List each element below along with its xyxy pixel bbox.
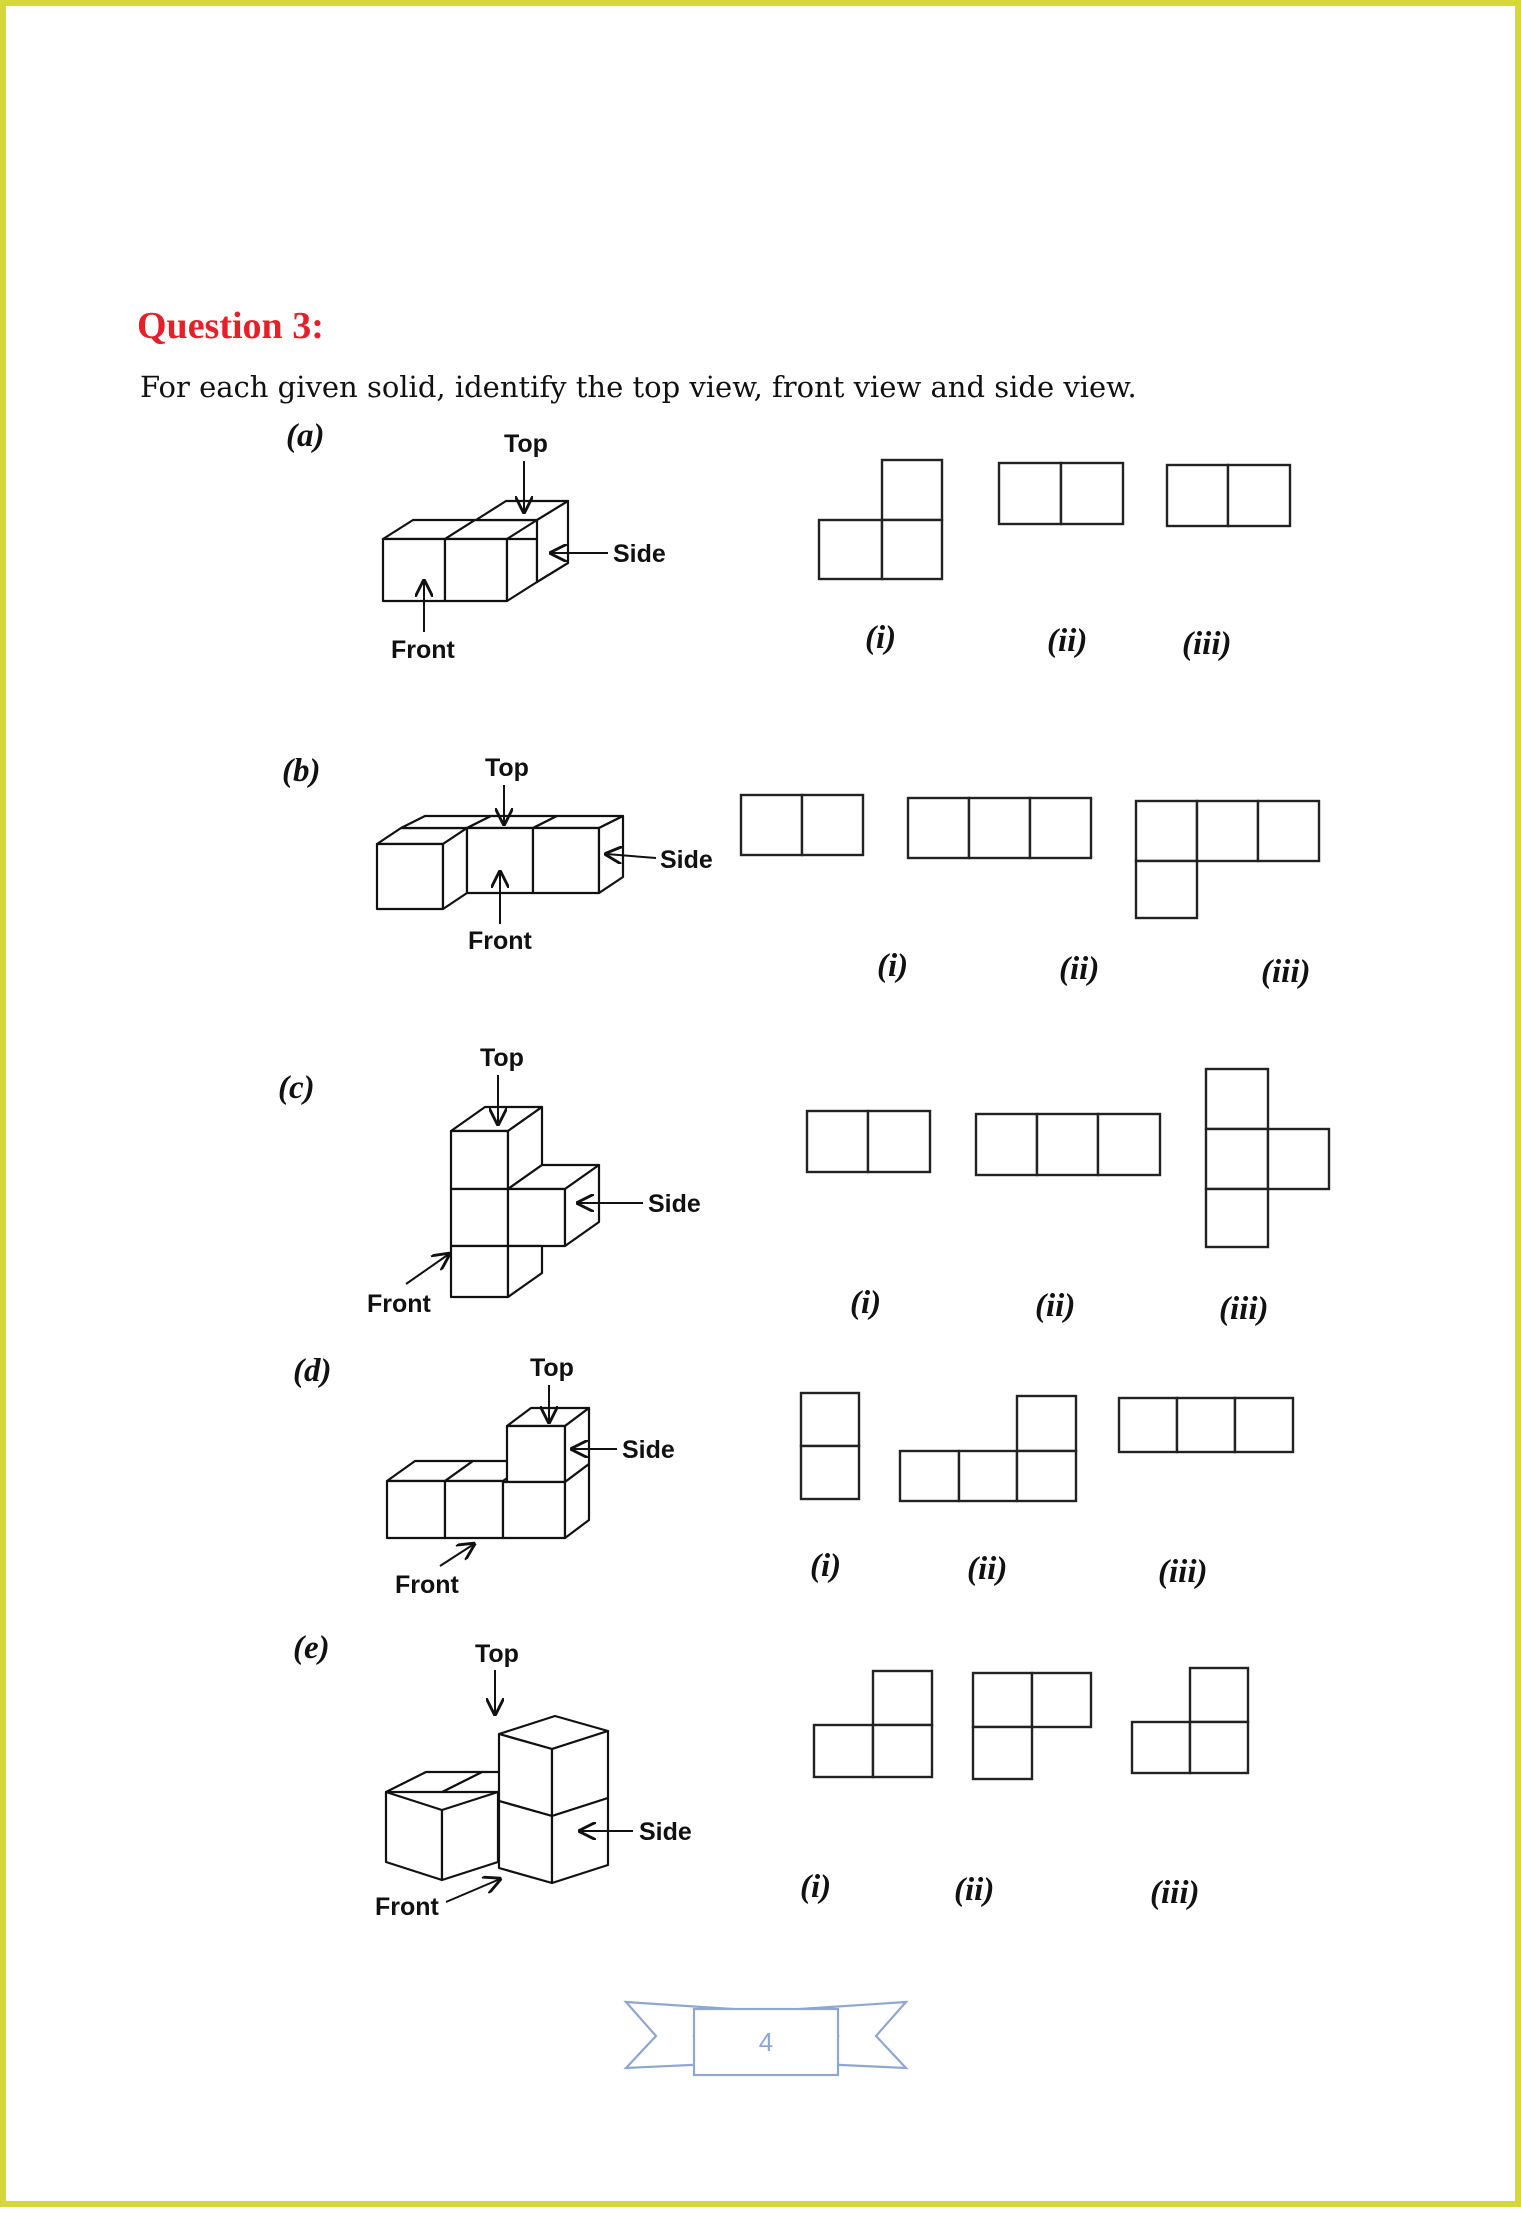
option-label-i: (i)	[810, 1548, 842, 1584]
option-label-i: (i)	[800, 1869, 832, 1905]
top-label: Top	[480, 1044, 524, 1072]
view-option-e-ii[interactable]	[973, 1673, 1091, 1779]
top-label: Top	[530, 1354, 574, 1382]
solid-e	[386, 1716, 608, 1883]
view-option-c-ii[interactable]	[976, 1114, 1160, 1175]
question-title: Question 3:	[137, 305, 324, 347]
part-a	[286, 418, 1290, 664]
front-label: Front	[375, 1893, 439, 1921]
view-option-a-ii[interactable]	[999, 463, 1123, 524]
option-label-ii: (ii)	[954, 1872, 995, 1908]
view-option-e-iii[interactable]	[1132, 1668, 1248, 1773]
top-label: Top	[485, 754, 529, 782]
part-d	[293, 1353, 1293, 1599]
front-label: Front	[395, 1571, 459, 1599]
front-arrow	[440, 1544, 474, 1566]
page-number-banner	[626, 2002, 906, 2075]
part-label: (b)	[282, 753, 321, 789]
top-label: Top	[475, 1640, 519, 1668]
figures	[6, 6, 1521, 2213]
option-label-iii: (iii)	[1158, 1554, 1208, 1590]
view-option-d-ii[interactable]	[900, 1396, 1076, 1501]
front-label: Front	[367, 1290, 431, 1318]
view-option-a-iii[interactable]	[1167, 465, 1290, 526]
solid-c	[451, 1107, 599, 1297]
front-label: Front	[468, 927, 532, 955]
option-label-ii: (ii)	[1035, 1288, 1076, 1324]
part-b	[282, 753, 1319, 990]
side-label: Side	[660, 846, 713, 874]
side-label: Side	[639, 1818, 692, 1846]
view-option-d-iii[interactable]	[1119, 1398, 1293, 1452]
option-label-iii: (iii)	[1182, 626, 1232, 662]
part-label: (e)	[293, 1630, 330, 1666]
option-label-ii: (ii)	[967, 1551, 1008, 1587]
view-option-b-i[interactable]	[741, 795, 863, 855]
page-number: 4	[758, 2027, 774, 2057]
view-option-b-ii[interactable]	[908, 798, 1091, 858]
view-option-b-iii[interactable]	[1136, 801, 1319, 918]
view-option-a-i[interactable]	[819, 460, 942, 579]
option-label-i: (i)	[877, 948, 909, 984]
front-arrow	[446, 1879, 500, 1902]
view-option-c-iii[interactable]	[1206, 1069, 1329, 1247]
side-label: Side	[648, 1190, 701, 1218]
option-label-ii: (ii)	[1059, 951, 1100, 987]
view-option-d-i[interactable]	[801, 1393, 859, 1499]
part-label: (a)	[286, 418, 325, 454]
side-label: Side	[613, 540, 666, 568]
option-label-ii: (ii)	[1047, 623, 1088, 659]
question-text: For each given solid, identify the top view, front view and side view.	[140, 370, 1137, 404]
part-c	[278, 1044, 1329, 1327]
side-label: Side	[622, 1436, 675, 1464]
top-label: Top	[504, 430, 548, 458]
front-arrow	[406, 1254, 449, 1284]
option-label-i: (i)	[865, 620, 897, 656]
view-option-e-i[interactable]	[814, 1671, 932, 1777]
view-option-c-i[interactable]	[807, 1111, 930, 1172]
part-label: (c)	[278, 1070, 315, 1106]
option-label-iii: (iii)	[1219, 1291, 1269, 1327]
part-label: (d)	[293, 1353, 332, 1389]
solid-d	[387, 1408, 589, 1538]
option-label-iii: (iii)	[1261, 954, 1311, 990]
solid-a	[383, 501, 568, 601]
part-e	[293, 1630, 1248, 1921]
option-label-iii: (iii)	[1150, 1875, 1200, 1911]
front-label: Front	[391, 636, 455, 664]
option-label-i: (i)	[850, 1285, 882, 1321]
